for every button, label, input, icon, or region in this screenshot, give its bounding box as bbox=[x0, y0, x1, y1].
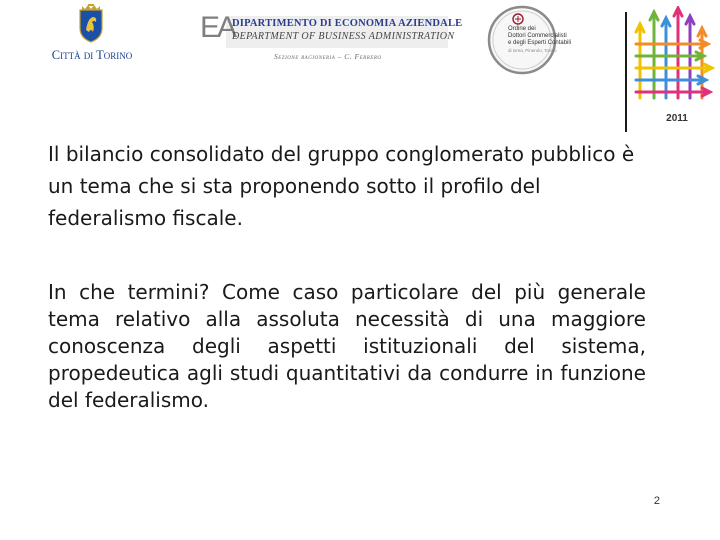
odcec-line-3: e degli Esperti Contabili bbox=[508, 40, 572, 46]
department-section: Sezione ragioneria – C. Ferrero bbox=[274, 52, 382, 61]
arrows-2011-logo bbox=[632, 6, 716, 130]
department-subtitle: DEPARTMENT OF BUSINESS ADMINISTRATION bbox=[232, 31, 455, 42]
citta-di-torino-logo bbox=[44, 4, 140, 64]
slide-content bbox=[48, 138, 646, 414]
odcec-logo bbox=[486, 4, 572, 76]
logo-year: 2011 bbox=[666, 113, 688, 124]
page-number: 2 bbox=[653, 495, 660, 507]
slide-header bbox=[0, 0, 720, 135]
odcec-line-4: di Ivrea, Pinerolo, Torino bbox=[508, 48, 557, 53]
header-divider bbox=[625, 12, 627, 132]
ea-mark: EA bbox=[200, 11, 235, 44]
city-name: Città di Torino bbox=[51, 48, 133, 62]
odcec-line-2: Dottori Commercialisti bbox=[508, 33, 567, 39]
odcec-line-1: Ordine dei bbox=[508, 26, 536, 32]
torino-coat-of-arms-icon bbox=[76, 4, 106, 44]
paragraph-1: Il bilancio consolidato del gruppo conglomerato pubblico è un tema che si sta proponendo sotto il profilo del federalismo fiscale. bbox=[48, 142, 635, 230]
department-logo bbox=[196, 10, 463, 70]
paragraph-2: In che termini? Come caso particolare del più generale tema relativo alla assoluta necessità di una maggiore conoscenza degli aspetti istituzionali del sistema, propedeutica agli studi quantitativi da condurre in funzione del federalismo. bbox=[48, 280, 646, 412]
odcec-label bbox=[508, 26, 571, 54]
department-title: DIPARTIMENTO DI ECONOMIA AZIENDALE bbox=[232, 18, 463, 29]
